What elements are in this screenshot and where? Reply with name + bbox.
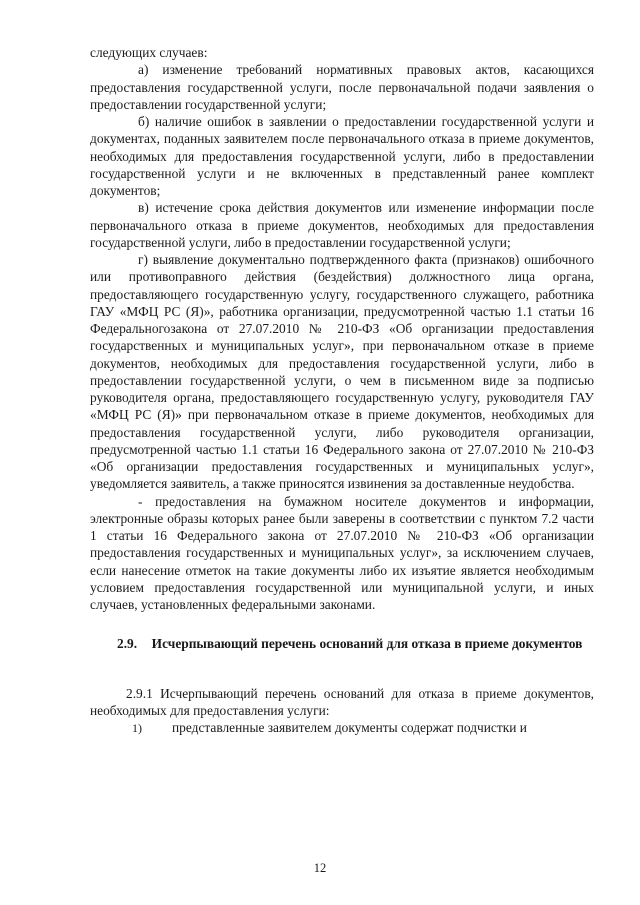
section-title: Исчерпывающий перечень оснований для отказа в приеме документов — [151, 636, 583, 652]
paragraph-dash-item: - предоставления на бумажном носителе документов и информации, электронные образы которых ранее были заверены в соответствии с пунктом 7.2 части 1 статьи 16 Федерального закона от 27.07.2010 № 210-ФЗ «Об организации предоставления государственных и муниципальных услуг», за исключением случаев, если нанесение отметок на такие документы либо их изъятие является необходимым условием предоставления государственной или муниципальной услуги, и иных случаев, установленных федеральными законами. — [90, 493, 594, 612]
paragraph-intro: следующих случаев: — [90, 45, 208, 60]
section-heading — [90, 635, 594, 652]
subsection-paragraph: 2.9.1 Исчерпывающий перечень оснований для отказа в приеме документов, необходимых для предоставления услуги: — [90, 685, 594, 718]
paragraph-item-a: а) изменение требований нормативных правовых актов, касающихся предоставления государственной услуги, после первоначальной подачи заявления о предоставлении государственной услуги; — [90, 62, 594, 112]
list-marker: 1) — [132, 721, 142, 735]
spacer — [90, 653, 594, 685]
page-number: 12 — [313, 861, 327, 875]
list-item-text: представленные заявителем документы содержат подчистки и — [172, 720, 527, 735]
document-body — [90, 44, 594, 737]
paragraph-item-g: г) выявление документально подтвержденного факта (признаков) ошибочного или противоправного действия (бездействия) должностного лица органа, предоставляющего государственную услугу, государственного служащего, работника ГАУ «МФЦ РС (Я)», работника организации, предусмотренной частью 1.1 статьи 16 Федеральногозакона от 27.07.2010 № 210-ФЗ «Об организации предоставления государственных и муниципальных услуг», при первоначальном отказе в приеме документов, необходимых для предоставления государственной услуги, либо в предоставлении государственной услуги, о чем в письменном виде за подписью руководителя органа, предоставляющего государственную услугу, руководителя ГАУ «МФЦ РС (Я)» при первоначальном отказе в приеме документов, необходимых для предоставления государственной услуги, либо руководителя организации, предусмотренной частью 1.1 статьи 16 Федерального закона от 27.07.2010 № 210-ФЗ «Об организации предоставления государственных и муниципальных услуг», уведомляется заявитель, а также приносятся извинения за доставленные неудобства. — [90, 252, 594, 492]
list-item — [90, 719, 594, 737]
section-number: 2.9. — [117, 636, 138, 652]
paragraph-item-b: б) наличие ошибок в заявлении о предоставлении государственной услуги и документах, поданных заявителем после первоначального отказа в приеме документов, необходимых для предоставления государственной услуги, либо в предоставлении государственной услуги и не включенных в представленный ранее комплект документов; — [90, 114, 594, 198]
paragraph-item-v: в) истечение срока действия документов или изменение информации после первоначального отказа в приеме документов, необходимых для предоставления государственной услуги, либо в предоставлении государственной услуги; — [90, 200, 594, 250]
